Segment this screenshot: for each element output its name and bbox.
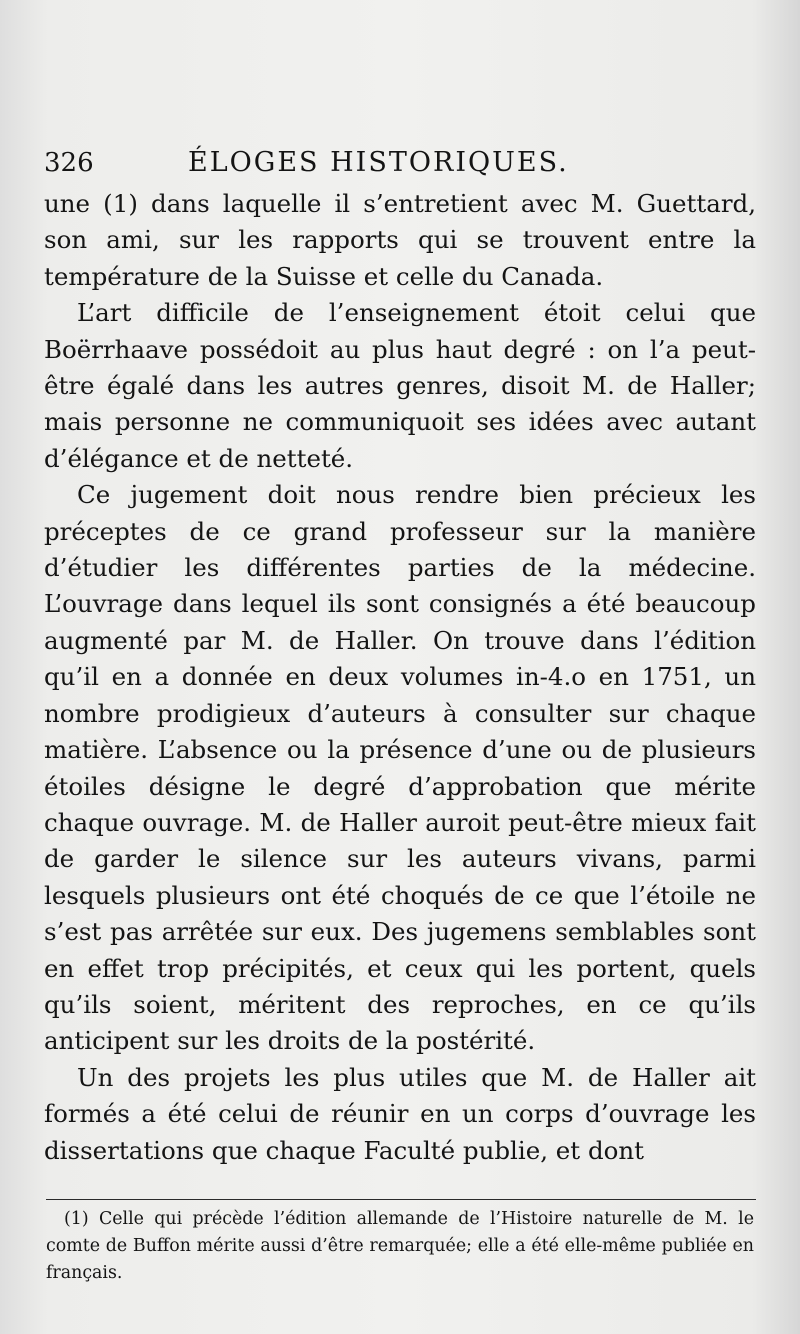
page-number: 326 [44, 148, 94, 178]
footnote-text: (1) Celle qui précède l’édition allemande de l’Histoire naturelle de M. le comte de Buffon mérite aussi d’être remarquée; elle a été elle-même publiée en français. [46, 1209, 754, 1283]
paragraph-judgement: Ce jugement doit nous rendre bien précieux les préceptes de ce grand professeur sur la manière d’étudier les différentes parties de la médecine. L’ouvrage dans lequel ils sont consignés a été beaucoup augmenté par M. de Haller. On trouve dans l’édition qu’il en a donnée en deux volumes in-4.o en 1751, un nombre prodigieux d’auteurs à consulter sur chaque matière. L’absence ou la présence d’une ou de plusieurs étoiles désigne le degré d’approbation que mérite chaque ouvrage. M. de Haller auroit peut-être mieux fait de garder le silence sur les auteurs vivans, parmi lesquels plusieurs ont été choqués de ce que l’étoile ne s’est pas arrêtée sur eux. Des jugemens semblables sont en effet trop précipités, et ceux qui les portent, quels qu’ils soient, méritent des reproches, en ce qu’ils anticipent sur les droits de la postérité. [44, 480, 756, 1056]
running-title: ÉLOGES HISTORIQUES. [188, 147, 569, 178]
footnote-rule [46, 1199, 756, 1200]
paragraph-projects: Un des projets les plus utiles que M. de Haller ait formés a été celui de réunir en un corps d’ouvrage les dissertations que chaque Faculté publie, et dont [44, 1062, 756, 1165]
paragraph-boerhaave: L’art difficile de l’enseignement étoit celui que Boërrhaave possédoit au plus haut degré : on l’a peut-être égalé dans les autres genres, disoit M. de Haller; mais personne ne communiquoit ses idées avec autant d’élégance et de netteté. [44, 298, 756, 473]
footnote [46, 1206, 754, 1287]
paragraph-continuation: une (1) dans laquelle il s’entretient avec M. Guettard, son ami, sur les rapports qui se trouvent entre la température de la Suisse et celle du Canada. [44, 189, 756, 291]
body-text [44, 186, 756, 1169]
page-header [44, 143, 764, 183]
